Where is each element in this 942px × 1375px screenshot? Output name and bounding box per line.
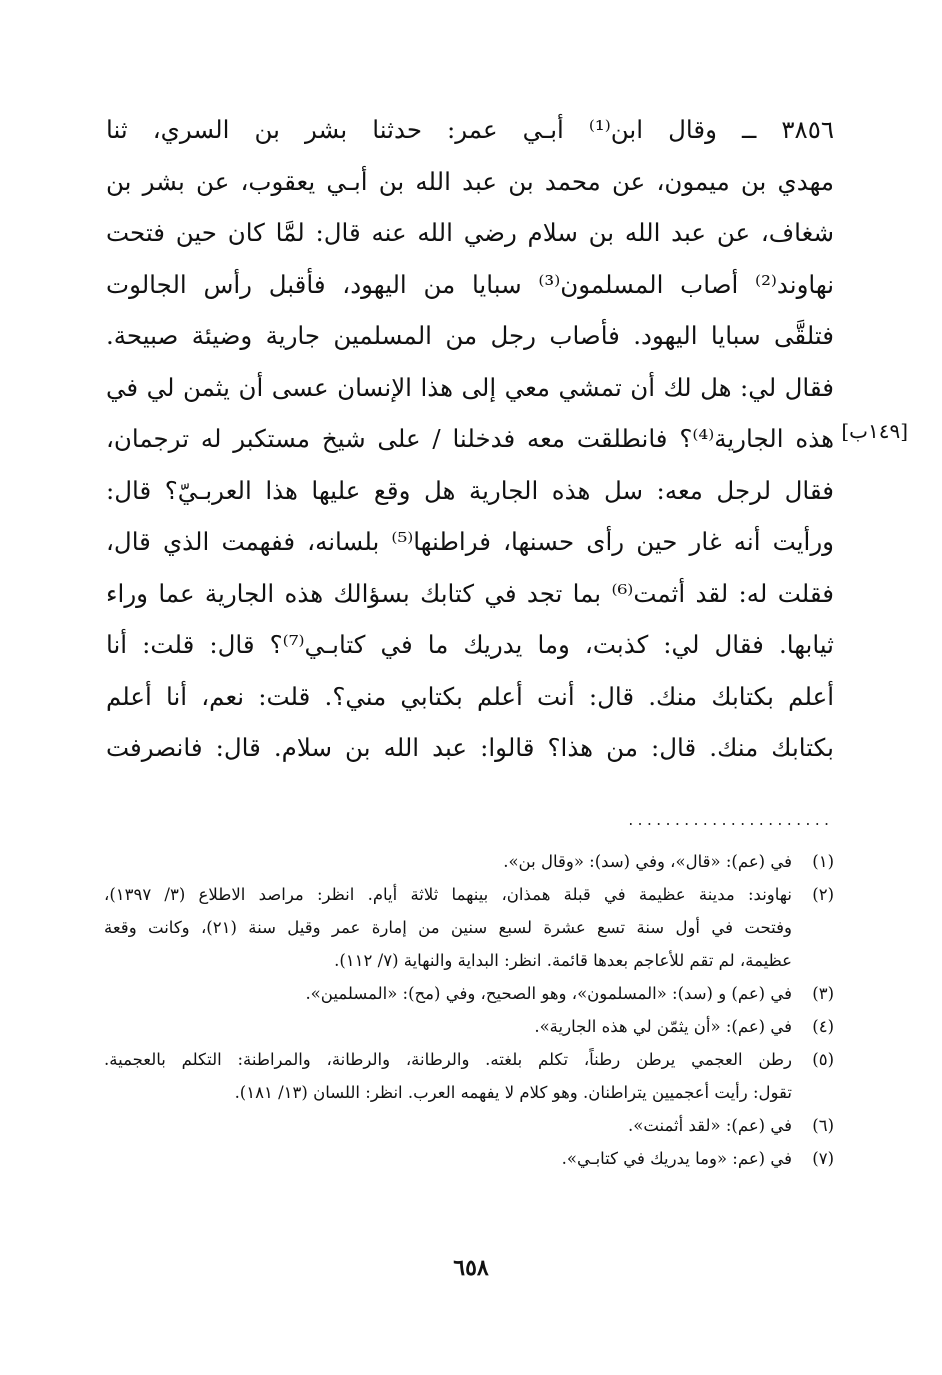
text-line: مهدي بن ميمون، عن محمد بن عبد الله بن أبـي يعقوب، عن بشر بن xyxy=(106,166,834,196)
main-text-block xyxy=(106,104,834,774)
footnote-number: (٤) xyxy=(812,1017,834,1036)
footnote-number: (٣) xyxy=(812,984,834,1003)
footnote-number: (٦) xyxy=(812,1116,834,1135)
footnote-separator: ...................... xyxy=(626,814,832,829)
footnote xyxy=(104,878,834,977)
text-line: بكتابك منك. قال: من هذا؟ قالوا: عبد الله بن سلام. قال: فانصرفت xyxy=(106,733,834,762)
footnote-line: رطن العجمي يرطن رطناً، تكلم بلغته. والرطانة، والرطانة، والمراطنة: التكلم بالعجمية. xyxy=(104,1050,792,1069)
footnote xyxy=(104,1010,834,1043)
footnote xyxy=(104,977,834,1010)
text-line: فتلقَّى سبايا اليهود. فأصاب رجل من المسلمين جارية وضيئة صبيحة. xyxy=(106,321,834,350)
text-line: فقلت له: لقد أثمت⁽⁶⁾ بما تجد في كتابك بسؤالك هذه الجارية عما وراء xyxy=(106,578,834,608)
manuscript-folio-note: [١٤٩ب] xyxy=(841,419,908,443)
footnotes xyxy=(104,845,834,1175)
text-line: ٣٨٥٦ ــ وقال ابن⁽¹⁾ أبـي عمر: حدثنا بشر بن السري، ثنا xyxy=(106,115,835,144)
footnote-number: (٢) xyxy=(812,885,834,904)
footnote-number: (١) xyxy=(812,852,834,871)
footnote-line: في (عم): «أن يثمّن لي هذه الجارية». xyxy=(534,1017,792,1036)
footnote xyxy=(104,1142,834,1175)
page-number: ٦٥٨ xyxy=(453,1255,489,1281)
text-line: ثيابها. فقال لي: كذبت، وما يدريك ما في كتابـي⁽⁷⁾؟ قال: قلت: أنا xyxy=(106,630,834,659)
footnote-number: (٥) xyxy=(812,1050,834,1069)
footnote-line: تقول: رأيت أعجميين يتراطنان. وهو كلام لا يفهمه العرب. انظر: اللسان (١٣/ ١٨١). xyxy=(234,1083,792,1102)
footnote-line: عظيمة، لم تقم للأعاجم بعدها قائمة. انظر: البداية والنهاية (٧/ ١١٢). xyxy=(334,951,792,970)
text-line: أعلم بكتابك منك. قال: أنت أعلم بكتابي مني؟. قلت: نعم، أنا أعلم xyxy=(106,681,834,711)
footnote-number: (٧) xyxy=(812,1149,834,1168)
footnote xyxy=(104,845,834,878)
footnote xyxy=(104,1043,834,1109)
footnote-line: في (عم): «قال»، وفي (سد): «وقال بن». xyxy=(503,852,792,871)
text-line: فقال لي: هل لك أن تمشي معي إلى هذا الإنسان عسى أن يثمن لي في xyxy=(106,372,834,402)
footnote-line: في (عم) و (سد): «المسلمون»، وهو الصحيح، وفي (مح): «المسلمين». xyxy=(305,984,792,1003)
text-line: ورأيت أنه غار حين رأى حسنها، فراطنها⁽⁵⁾ بلسانه، ففهمت الذي قال، xyxy=(106,527,834,556)
footnote-line: في (عم: «وما يدريك في كتابـي». xyxy=(561,1149,792,1168)
footnote xyxy=(104,1109,834,1142)
footnote-line: نهاوند: مدينة عظيمة في قبلة همذان، بينهما ثلاثة أيام. انظر: مراصد الاطلاع (٣/ ١٣٩٧)، xyxy=(104,885,792,904)
text-line: شغاف، عن عبد الله بن سلام رضي الله عنه قال: لمَّا كان حين فتحت xyxy=(106,218,834,247)
text-line: نهاوند⁽²⁾ أصاب المسلمون⁽³⁾ سبايا من اليهود، فأقبل رأس الجالوت xyxy=(106,269,835,299)
footnote-line: وفتحت في أول سنة تسع عشرة لسبع سنين من إمارة عمر وقيل سنة (٢١)، وكانت وقعة xyxy=(104,918,793,937)
text-line: هذه الجارية⁽⁴⁾؟ فانطلقت معه فدخلنا / على شيخ مستكبر له ترجمان، xyxy=(106,424,834,453)
footnote-line: في (عم): «لقد أثمنت». xyxy=(627,1116,792,1135)
text-line: فقال لرجل معه: سل هذه الجارية هل وقع عليها هذا العربـيّ؟ قال: xyxy=(106,475,834,505)
